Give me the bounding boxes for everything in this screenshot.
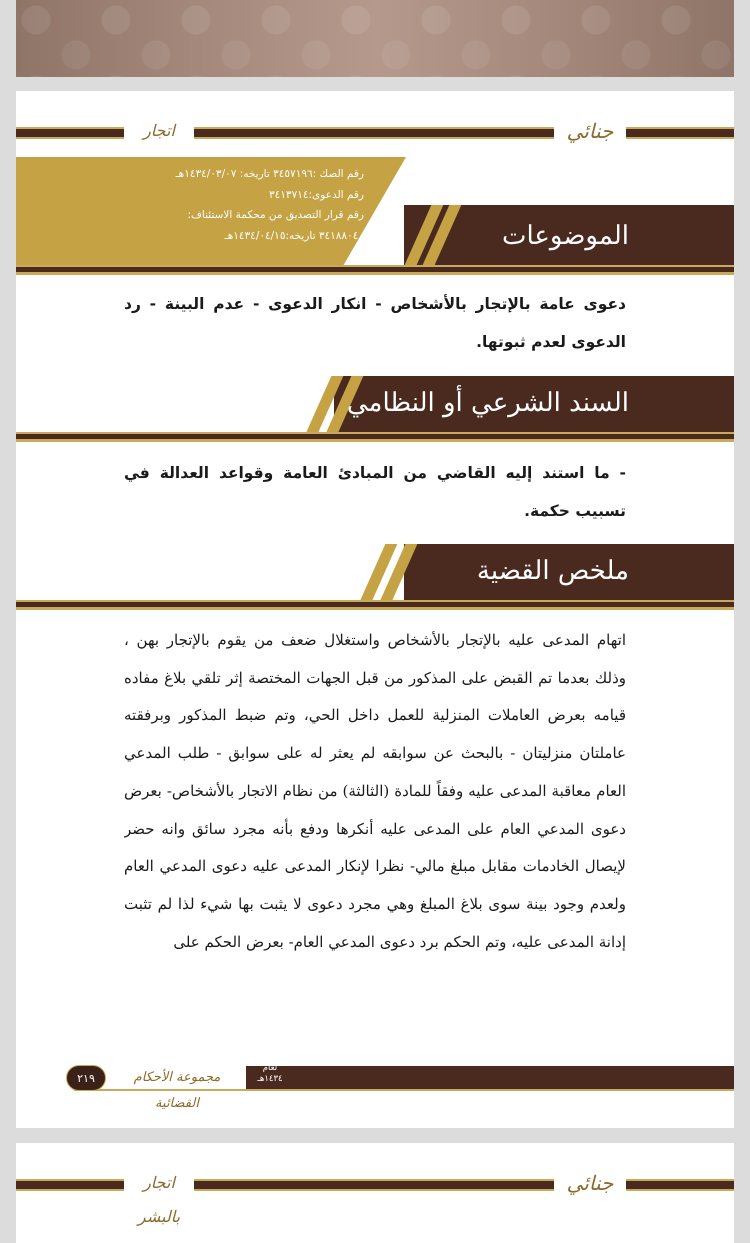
header-rule-right xyxy=(626,127,734,139)
case-claim-number: رقم الدعوى:٣٤١٣٧١٤ xyxy=(269,188,364,201)
case-deed-number: رقم الصك :٣٤٥٧١٩٦ تاريخه: ١٤٣٤/٠٣/٠٧هـ xyxy=(175,168,364,180)
header-rule-left xyxy=(16,127,124,139)
topics-text: دعوى عامة بالإتجار بالأشخاص - انكار الدعوى - عدم البينة - رد الدعوى لعدم ثبوتها. xyxy=(124,295,626,351)
footer-year: لعام ١٤٣٤هـ xyxy=(257,1063,283,1084)
topics-title: الموضوعات xyxy=(501,221,629,251)
next-header-section-label: جنائي xyxy=(554,1166,626,1200)
legal-basis-band xyxy=(16,376,734,446)
footer-collection-title: مجموعة الأحكام القضائية xyxy=(133,1070,221,1111)
summary-band xyxy=(16,544,734,614)
next-page-top xyxy=(16,1143,734,1243)
header-rule-middle xyxy=(194,127,554,139)
legal-basis-text: - ما استند إليه القاضي من المبادئ العامة وقواعد العدالة في تسبيب حكمة. xyxy=(124,464,626,520)
next-header-rule-left xyxy=(16,1179,124,1191)
case-appeal-label: رقم قرار التصديق من محكمة الاستئناف: xyxy=(187,209,364,221)
next-header-rule-right xyxy=(626,1179,734,1191)
next-header-rule-middle xyxy=(194,1179,554,1191)
next-header-category-label: اتجار بالبشر xyxy=(124,1166,194,1200)
case-appeal-number: ٣٤١٨٨٠٤٠ تاريخه:١٤٣٤/٠٤/١٥هـ xyxy=(224,229,364,242)
document-page xyxy=(16,91,734,1128)
footer-bar xyxy=(246,1066,734,1089)
summary-text: اتهام المدعى عليه بالإتجار بالأشخاص واستغلال ضعف من يقوم بالإتجار بهن ، وذلك بعدما تم القبض على المذكور من قبل الجهات المختصة إثر تلقي بلاغ مفاده قيامه بعرض العاملات المنزلية للعمل داخل الحي، وتم ضبط المذكور وبرفقته عاملتان منزليتان - بالبحث عن سوابقه لم يعثر له على سوابق - طلب المدعي العام معاقبة المدعى عليه وفقاً للمادة (الثالثة) من نظام الاتجار بالأشخاص- بعرض دعوى المدعي العام على المدعى عليه أنكرها ودفع بأنه مجرد سائق وانه حضر لإيصال الخادمات مقابل مبلغ مالي- نظرا لإنكار المدعى عليه دعوى المدعي العام ولعدم وجود بينة سوى بلاغ المبلغ وهي مجرد دعوى لا يثبت بها شيء لذا لم تثبت إدانة المدعى عليه، وتم الحكم برد دعوى المدعي العام- بعرض الحكم على xyxy=(124,631,626,951)
header-section-label: جنائي xyxy=(554,114,626,148)
page-number: ٢١٩ xyxy=(66,1065,106,1091)
legal-basis-title: السند الشرعي أو النظامي xyxy=(346,388,629,418)
previous-page-bottom xyxy=(16,0,734,77)
header-category-label: اتجار xyxy=(124,114,194,148)
case-info-text xyxy=(16,164,364,246)
summary-title: ملخص القضية xyxy=(476,556,629,586)
